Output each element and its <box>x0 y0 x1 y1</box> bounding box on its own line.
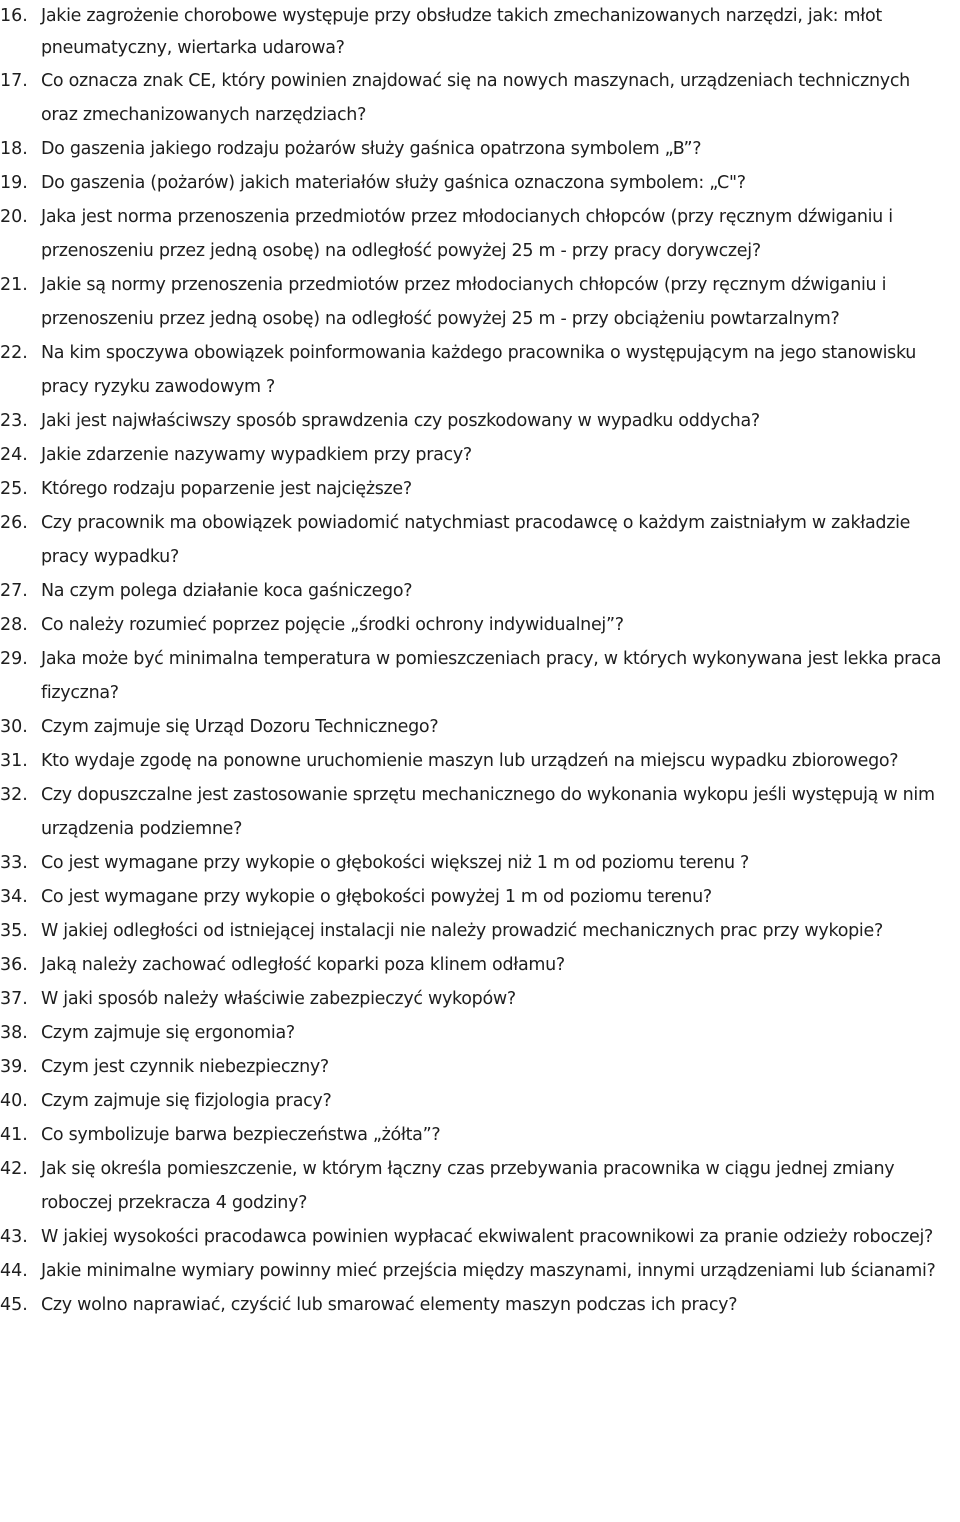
question-number: 24. <box>0 445 28 465</box>
question-text: Co jest wymagane przy wykopie o głębokości większej niż 1 m od poziomu terenu ? <box>41 853 750 873</box>
question-number: 36. <box>0 955 28 975</box>
question-number: 42. <box>0 1159 28 1179</box>
question-number: 33. <box>0 853 28 873</box>
question-item <box>0 1288 950 1322</box>
question-text: Czym zajmuje się Urząd Dozoru Technicznego? <box>41 717 439 737</box>
question-text: Do gaszenia (pożarów) jakich materiałów służy gaśnica oznaczona symbolem: „C"? <box>41 173 746 193</box>
question-text: Jakie zdarzenie nazywamy wypadkiem przy pracy? <box>41 445 472 465</box>
question-number: 29. <box>0 649 28 669</box>
question-item <box>0 438 950 472</box>
question-number: 28. <box>0 615 28 635</box>
question-item <box>0 914 950 948</box>
question-text: Co jest wymagane przy wykopie o głębokości powyżej 1 m od poziomu terenu? <box>41 887 712 907</box>
question-number: 34. <box>0 887 28 907</box>
question-text: W jakiej wysokości pracodawca powinien wypłacać ekwiwalent pracownikowi za pranie odzieży roboczej? <box>41 1227 933 1247</box>
question-text: Jaki jest najwłaściwszy sposób sprawdzenia czy poszkodowany w wypadku oddycha? <box>41 411 760 431</box>
question-item <box>0 948 950 982</box>
question-item <box>0 710 950 744</box>
question-number: 41. <box>0 1125 28 1145</box>
question-item <box>0 1220 950 1254</box>
question-item <box>0 642 950 710</box>
question-item <box>0 0 950 64</box>
question-item <box>0 1050 950 1084</box>
question-number: 22. <box>0 343 28 363</box>
question-text: Co oznacza znak CE, który powinien znajdować się na nowych maszynach, urządzeniach technicznych oraz zmechanizowanych narzędziach? <box>41 71 910 125</box>
question-item <box>0 132 950 166</box>
question-item <box>0 506 950 574</box>
question-text: Jaką należy zachować odległość koparki poza klinem odłamu? <box>41 955 565 975</box>
question-item <box>0 404 950 438</box>
question-number: 26. <box>0 513 28 533</box>
question-item <box>0 778 950 846</box>
question-number: 27. <box>0 581 28 601</box>
question-text: Jakie minimalne wymiary powinny mieć przejścia między maszynami, innymi urządzeniami lub ścianami? <box>41 1261 936 1281</box>
question-item <box>0 166 950 200</box>
question-number: 45. <box>0 1295 28 1315</box>
question-text: W jaki sposób należy właściwie zabezpieczyć wykopów? <box>41 989 516 1009</box>
question-item <box>0 1152 950 1220</box>
question-text: Jaka jest norma przenoszenia przedmiotów przez młodocianych chłopców (przy ręcznym dźwiganiu i przenoszeniu przez jedną osobę) na odległość powyżej 25 m - przy pracy dorywczej? <box>41 207 893 261</box>
question-number: 44. <box>0 1261 28 1281</box>
question-number: 37. <box>0 989 28 1009</box>
question-text: Na czym polega działanie koca gaśniczego? <box>41 581 413 601</box>
question-number: 35. <box>0 921 28 941</box>
question-item <box>0 200 950 268</box>
question-item <box>0 1254 950 1288</box>
question-item <box>0 1118 950 1152</box>
question-text: Czym zajmuje się fizjologia pracy? <box>41 1091 332 1111</box>
question-number: 39. <box>0 1057 28 1077</box>
question-text: Na kim spoczywa obowiązek poinformowania każdego pracownika o występującym na jego stanowisku pracy ryzyku zawodowym ? <box>41 343 917 397</box>
question-item <box>0 846 950 880</box>
question-number: 32. <box>0 785 28 805</box>
question-item <box>0 64 950 132</box>
question-number: 17. <box>0 71 28 91</box>
question-item <box>0 268 950 336</box>
question-number: 43. <box>0 1227 28 1247</box>
question-text: Czy wolno naprawiać, czyścić lub smarować elementy maszyn podczas ich pracy? <box>41 1295 738 1315</box>
question-text: Co należy rozumieć poprzez pojęcie „środki ochrony indywidualnej”? <box>41 615 624 635</box>
question-text: Do gaszenia jakiego rodzaju pożarów służy gaśnica opatrzona symbolem „B”? <box>41 139 702 159</box>
question-number: 23. <box>0 411 28 431</box>
question-number: 16. <box>0 6 28 26</box>
question-item <box>0 608 950 642</box>
question-text: W jakiej odległości od istniejącej instalacji nie należy prowadzić mechanicznych prac przy wykopie? <box>41 921 883 941</box>
question-number: 20. <box>0 207 28 227</box>
question-text: Czy pracownik ma obowiązek powiadomić natychmiast pracodawcę o każdym zaistniałym w zakładzie pracy wypadku? <box>41 513 911 567</box>
question-number: 25. <box>0 479 28 499</box>
question-text: Jak się określa pomieszczenie, w którym łączny czas przebywania pracownika w ciągu jednej zmiany roboczej przekracza 4 godziny? <box>41 1159 895 1213</box>
question-text: Jakie zagrożenie chorobowe występuje przy obsłudze takich zmechanizowanych narzędzi, jak: młot pneumatyczny, wiertarka udarowa? <box>41 6 882 58</box>
question-number: 31. <box>0 751 28 771</box>
question-text: Co symbolizuje barwa bezpieczeństwa „żółta”? <box>41 1125 441 1145</box>
question-item <box>0 1084 950 1118</box>
question-item <box>0 744 950 778</box>
question-text: Jaka może być minimalna temperatura w pomieszczeniach pracy, w których wykonywana jest lekka praca fizyczna? <box>41 649 942 703</box>
question-item <box>0 880 950 914</box>
question-number: 21. <box>0 275 28 295</box>
question-number: 38. <box>0 1023 28 1043</box>
question-number: 40. <box>0 1091 28 1111</box>
question-text: Którego rodzaju poparzenie jest najcięższe? <box>41 479 412 499</box>
question-number: 30. <box>0 717 28 737</box>
question-item <box>0 982 950 1016</box>
question-text: Czym jest czynnik niebezpieczny? <box>41 1057 329 1077</box>
question-text: Jakie są normy przenoszenia przedmiotów przez młodocianych chłopców (przy ręcznym dźwiganiu i przenoszeniu przez jedną osobę) na odległość powyżej 25 m - przy obciążeniu powtarzalnym? <box>41 275 887 329</box>
question-text: Kto wydaje zgodę na ponowne uruchomienie maszyn lub urządzeń na miejscu wypadku zbiorowego? <box>41 751 899 771</box>
question-item <box>0 336 950 404</box>
question-item <box>0 472 950 506</box>
question-number: 19. <box>0 173 28 193</box>
question-item <box>0 1016 950 1050</box>
question-number: 18. <box>0 139 28 159</box>
question-item <box>0 574 950 608</box>
question-text: Czy dopuszczalne jest zastosowanie sprzętu mechanicznego do wykonania wykopu jeśli występują w nim urządzenia podziemne? <box>41 785 935 839</box>
question-text: Czym zajmuje się ergonomia? <box>41 1023 295 1043</box>
